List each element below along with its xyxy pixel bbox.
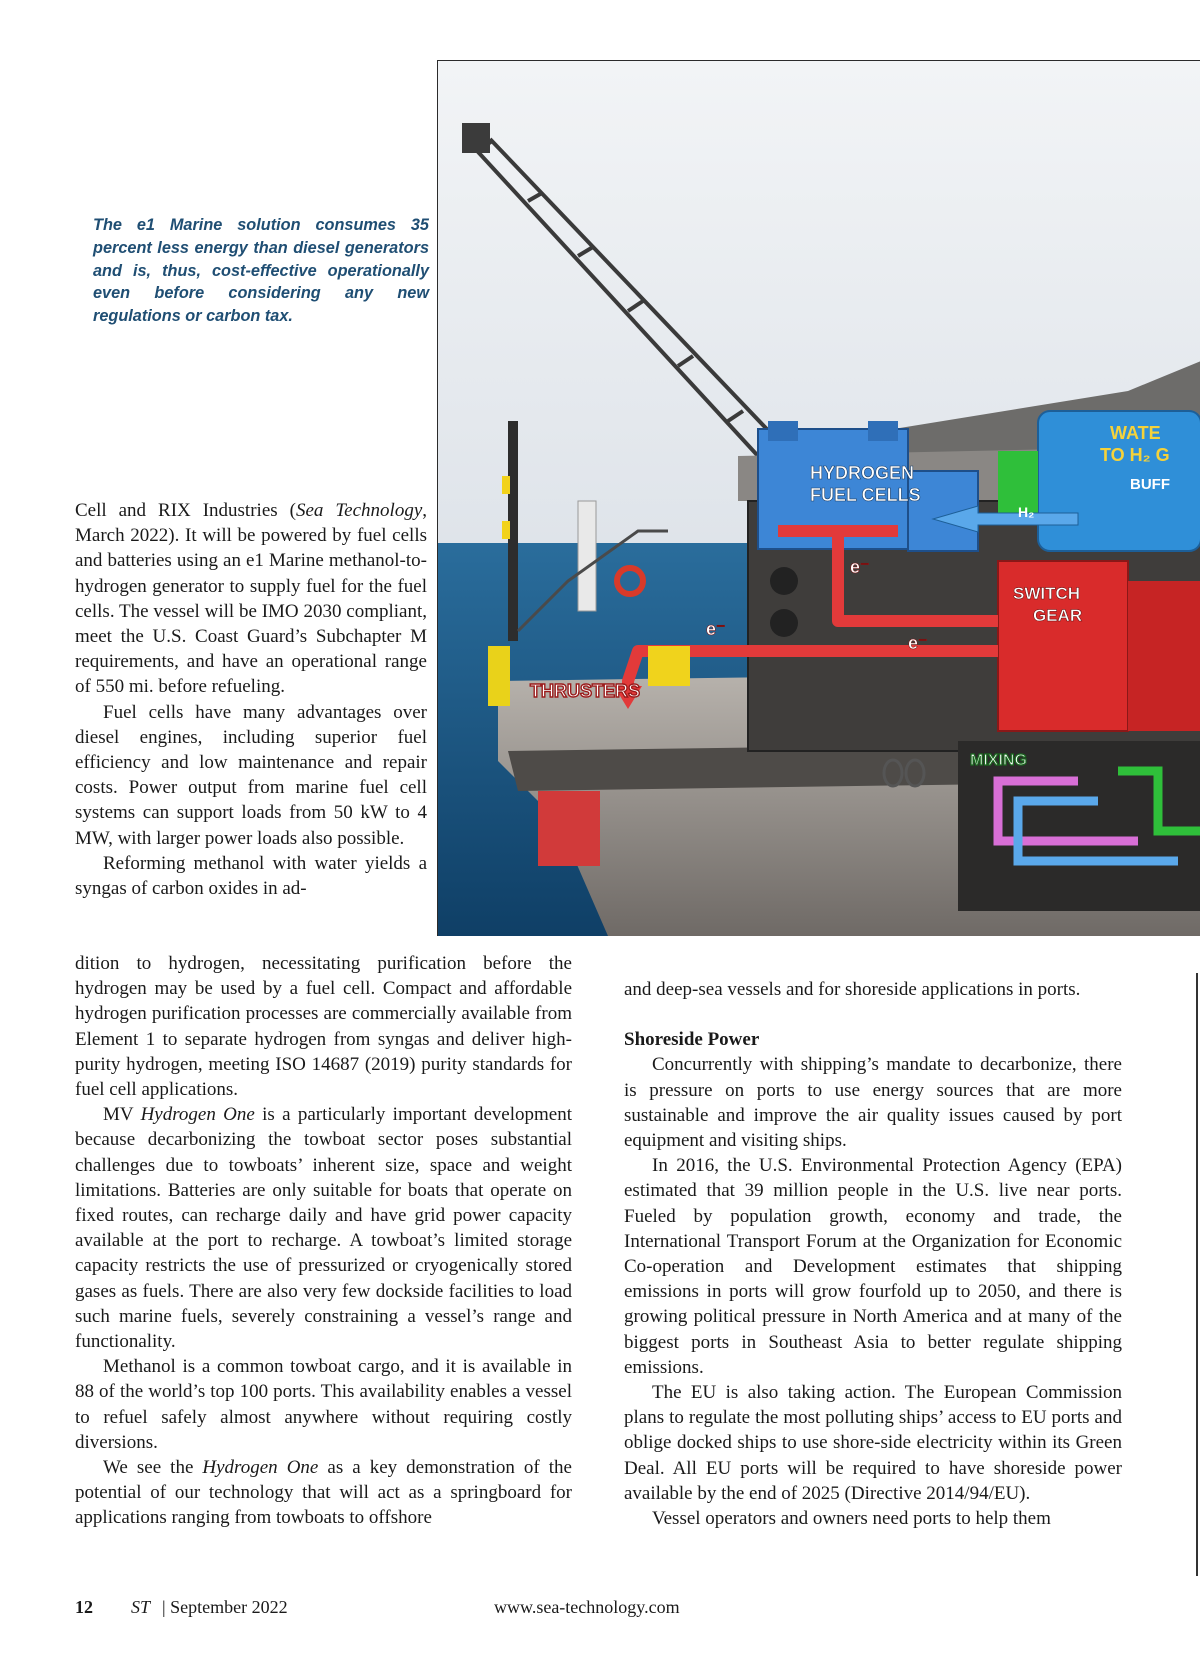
text-run: Shoreside Power: [624, 1029, 760, 1051]
column-1-wide: [75, 951, 572, 1531]
publication-abbrev: ST: [131, 1597, 151, 1617]
label-switch: SWITCH: [1013, 584, 1081, 603]
paragraph: [624, 1380, 1122, 1506]
paragraph: [624, 1052, 1122, 1153]
column-1-narrow: [75, 498, 427, 901]
crane-head: [462, 123, 490, 153]
italic-run: Hydrogen One: [202, 1457, 319, 1479]
label-fuel-cells: FUEL CELLS: [810, 485, 921, 505]
paragraph: [624, 977, 1122, 1002]
text-run: dition to hydrogen, necessitating purification before the hydrogen may be used by a fuel cell. Compact and affordable hydrogen purification processes are commercially available from Element 1 to separate hydrogen from syngas and deliver high-purity hydrogen, meeting ISO 14687 (2019) purity standards for fuel cell applications.: [75, 953, 572, 1101]
text-run: The EU is also taking action. The European Commission plans to regulate the most polluting ships’ access to EU ports and oblige docked ships to use shore-side electricity within its Green Deal. All EU ports will be required to have shoreside power available by the end of 2025 (Directive 2014/94/EU).: [624, 1382, 1122, 1504]
paragraph: [75, 1354, 572, 1455]
label-electron-1: e⁻: [850, 557, 870, 577]
label-electron-3: e⁻: [908, 633, 928, 653]
section-heading: [624, 1027, 1122, 1052]
paragraph: [624, 1153, 1122, 1380]
paragraph: [75, 1455, 572, 1531]
text-run: MV: [103, 1104, 141, 1126]
column-2: [624, 977, 1122, 1531]
italic-run: Hydrogen One: [140, 1104, 255, 1126]
label-to-h2: TO H₂ G: [1100, 445, 1170, 465]
label-buffer: BUFF: [1130, 476, 1170, 493]
paragraph: [75, 951, 572, 1102]
text-run: Methanol is a common towboat cargo, and it is available in 88 of the world’s top 100 ports. This availability enables a vessel to refuel safely almost anywhere without requiring costly diversions.: [75, 1356, 572, 1453]
text-run: and deep-sea vessels and for shoreside applications in ports.: [624, 979, 1081, 1000]
paragraph: [75, 1102, 572, 1354]
paragraph: [75, 851, 427, 901]
label-thrusters: THRUSTERS: [530, 681, 641, 701]
italic-run: Sea Technology: [295, 500, 423, 521]
text-run: Reforming methanol with water yields a syngas of carbon oxides in ad-: [75, 852, 427, 900]
paragraph: [624, 1506, 1122, 1531]
thruster-unit: [648, 646, 690, 686]
text-run: , March 2022). It will be powered by fuel cells and batteries using an e1 Marine methanol-to-hydrogen generator to supply fuel for the fuel cells. The vessel will be IMO 2030 compliant, meet the U.S. Coast Guard’s Subchapter M requirements, and have an operational range of 550 mi. before refueling.: [75, 500, 428, 698]
text-run: Concurrently with shipping’s mandate to decarbonize, there is pressure on ports to use energy sources that are more sustainable and improve the air quality issues caused by port equipment and visiting ships.: [624, 1054, 1122, 1152]
label-mixing: MIXING: [970, 752, 1027, 769]
rudder: [538, 791, 600, 866]
text-run: as a key demonstration of the potential of our technology that will act as a springboard for applications ranging from towboats to offshore: [75, 1457, 572, 1529]
paragraph: [75, 700, 427, 851]
text-run: Vessel operators and owners need ports to help them: [652, 1508, 1051, 1530]
text-run: In 2016, the U.S. Environmental Protection Agency (EPA) estimated that 39 million people in the U.S. live near ports. Fueled by population growth, economy and trade, the International Transport Forum at the Organization for Economic Co-operation and Development estimates that shipping emissions in ports will grow fourfold up to 2050, and there is growing political pressure in North America and at many of the biggest ports in Southeast Asia to better regulate shipping emissions.: [624, 1155, 1122, 1378]
text-run: is a particularly important development because decarbonizing the towboat sector poses substantial challenges due to towboats’ inherent size, space and weight limitations. Batteries are only suitable for boats that operate on fixed routes, can recharge daily and have grid power capacity available at the port to recharge. A towboat’s limited storage capacity restricts the use of pressurized or cryogenically stored gases as fuels. There are also very few dockside facilities to load such marine fuels, severely constraining a vessel’s range and functionality.: [75, 1104, 572, 1353]
label-gear: GEAR: [1033, 606, 1083, 625]
label-hydrogen: HYDROGEN: [810, 463, 915, 483]
page-number: 12: [75, 1597, 93, 1617]
label-electron-2: e⁻: [706, 619, 726, 639]
label-h2: H₂: [1018, 504, 1035, 520]
text-run: We see the: [103, 1457, 203, 1479]
stack: [578, 501, 596, 611]
ship-cutaway-illustration: [437, 60, 1200, 936]
paragraph: [75, 498, 427, 700]
website-url: www.sea-technology.com: [494, 1597, 680, 1617]
issue-date: | September 2022: [162, 1597, 288, 1617]
text-run: Fuel cells have many advantages over diesel engines, including superior fuel efficiency and low maintenance and repair costs. Power output from marine fuel cell systems can support loads from 50 kW to 4 MW, with larger power loads also possible.: [75, 701, 427, 849]
figure-caption: The e1 Marine solution consumes 35 percent less energy than diesel generators and is, thus, cost-effective operationally even before considering any new regulations or carbon tax.: [93, 216, 429, 326]
label-water: WATE: [1110, 423, 1161, 443]
column-rule: [1196, 973, 1198, 1576]
text-run: Cell and RIX Industries (: [75, 500, 296, 521]
page-footer: [0, 1597, 1200, 1623]
